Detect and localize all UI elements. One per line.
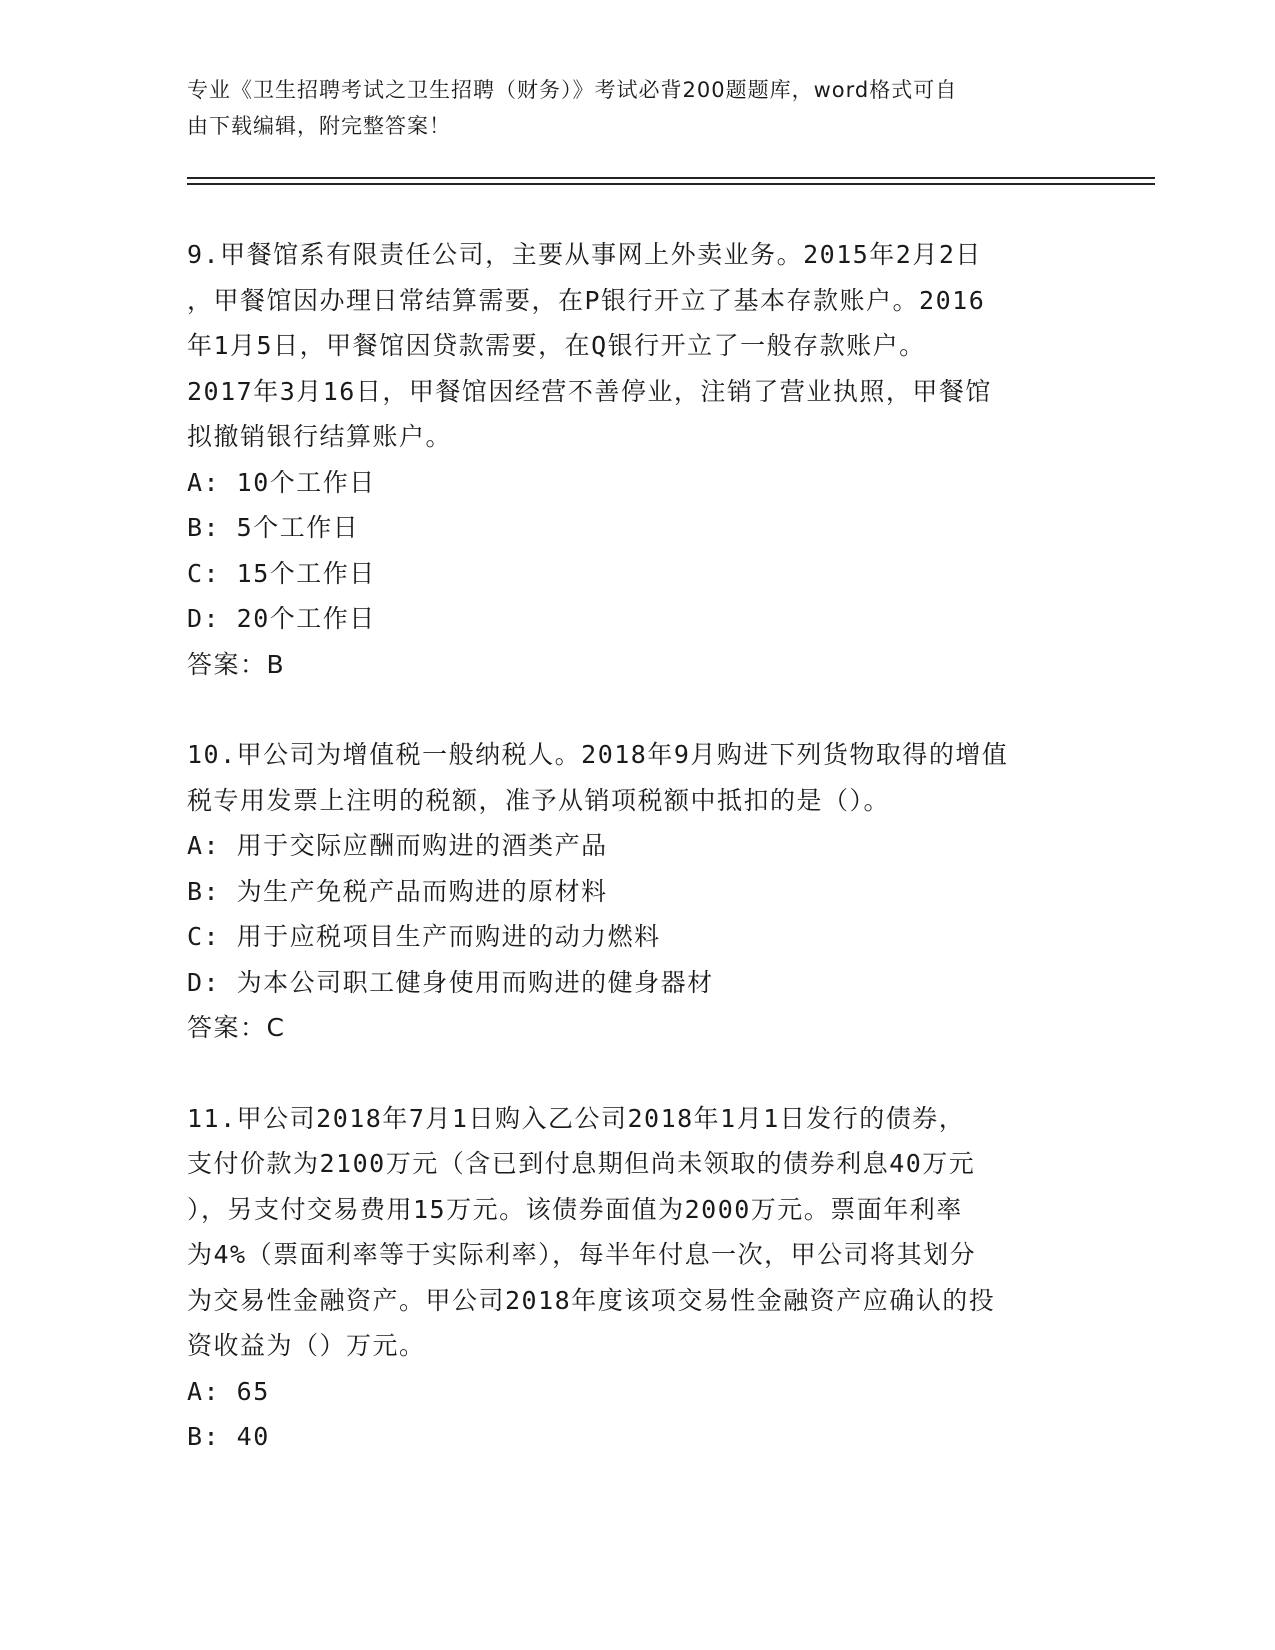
option-b: B: 5个工作日 bbox=[187, 513, 360, 542]
question-text-line: 税专用发票上注明的税额，准予从销项税额中抵扣的是（）。 bbox=[187, 785, 891, 815]
question-9 bbox=[187, 232, 1087, 687]
question-11 bbox=[187, 1096, 1087, 1460]
header-line-2: 由下载编辑，附完整答案！ bbox=[187, 114, 451, 138]
question-text-line: 为4%（票面利率等于实际利率），每半年付息一次，甲公司将其划分 bbox=[187, 1240, 977, 1269]
question-text-line: 为交易性金融资产。甲公司2018年度该项交易性金融资产应确认的投 bbox=[187, 1285, 996, 1315]
option-b: B: 40 bbox=[187, 1422, 270, 1451]
question-list bbox=[187, 232, 1087, 1505]
option-a: A: 10个工作日 bbox=[187, 467, 376, 497]
question-text-line: 2017年3月16日，甲餐馆因经营不善停业，注销了营业执照，甲餐馆 bbox=[187, 376, 992, 406]
answer: 答案：C bbox=[187, 1013, 286, 1042]
option-d: D: 为本公司职工健身使用而购进的健身器材 bbox=[187, 967, 714, 997]
question-text-line: 资收益为（）万元。 bbox=[187, 1331, 426, 1360]
question-10 bbox=[187, 732, 1087, 1051]
option-b: B: 为生产免税产品而购进的原材料 bbox=[187, 876, 608, 906]
question-text-line: 支付价款为2100万元（含已到付息期但尚未领取的债券利息40万元 bbox=[187, 1149, 976, 1178]
question-text-line: 9.甲餐馆系有限责任公司，主要从事网上外卖业务。2015年2月2日 bbox=[187, 240, 982, 269]
header-line-1: 专业《卫生招聘考试之卫生招聘（财务）》考试必背200题题库，word格式可自 bbox=[187, 78, 958, 102]
header-divider-bottom bbox=[187, 183, 1155, 185]
option-a: A: 用于交际应酬而购进的酒类产品 bbox=[187, 831, 608, 860]
question-text-line: ），另支付交易费用15万元。该债券面值为2000万元。票面年利率 bbox=[187, 1194, 963, 1224]
question-text-line: 年1月5日，甲餐馆因贷款需要，在Q银行开立了一般存款账户。 bbox=[187, 331, 926, 360]
question-text-line: ，甲餐馆因办理日常结算需要，在P银行开立了基本存款账户。2016 bbox=[187, 285, 986, 315]
document-header bbox=[187, 72, 1087, 144]
option-c: C: 用于应税项目生产而购进的动力燃料 bbox=[187, 922, 661, 951]
option-a: A: 65 bbox=[187, 1376, 270, 1406]
question-text-line: 11.甲公司2018年7月1日购入乙公司2018年1月1日发行的债券， bbox=[187, 1103, 966, 1133]
question-text-line: 10.甲公司为增值税一般纳税人。2018年9月购进下列货物取得的增值 bbox=[187, 740, 1009, 769]
option-c: C: 15个工作日 bbox=[187, 558, 376, 588]
option-d: D: 20个工作日 bbox=[187, 604, 376, 633]
answer: 答案：B bbox=[187, 649, 286, 679]
question-text-line: 拟撤销银行结算账户。 bbox=[187, 422, 453, 451]
header-divider-top bbox=[187, 177, 1155, 179]
